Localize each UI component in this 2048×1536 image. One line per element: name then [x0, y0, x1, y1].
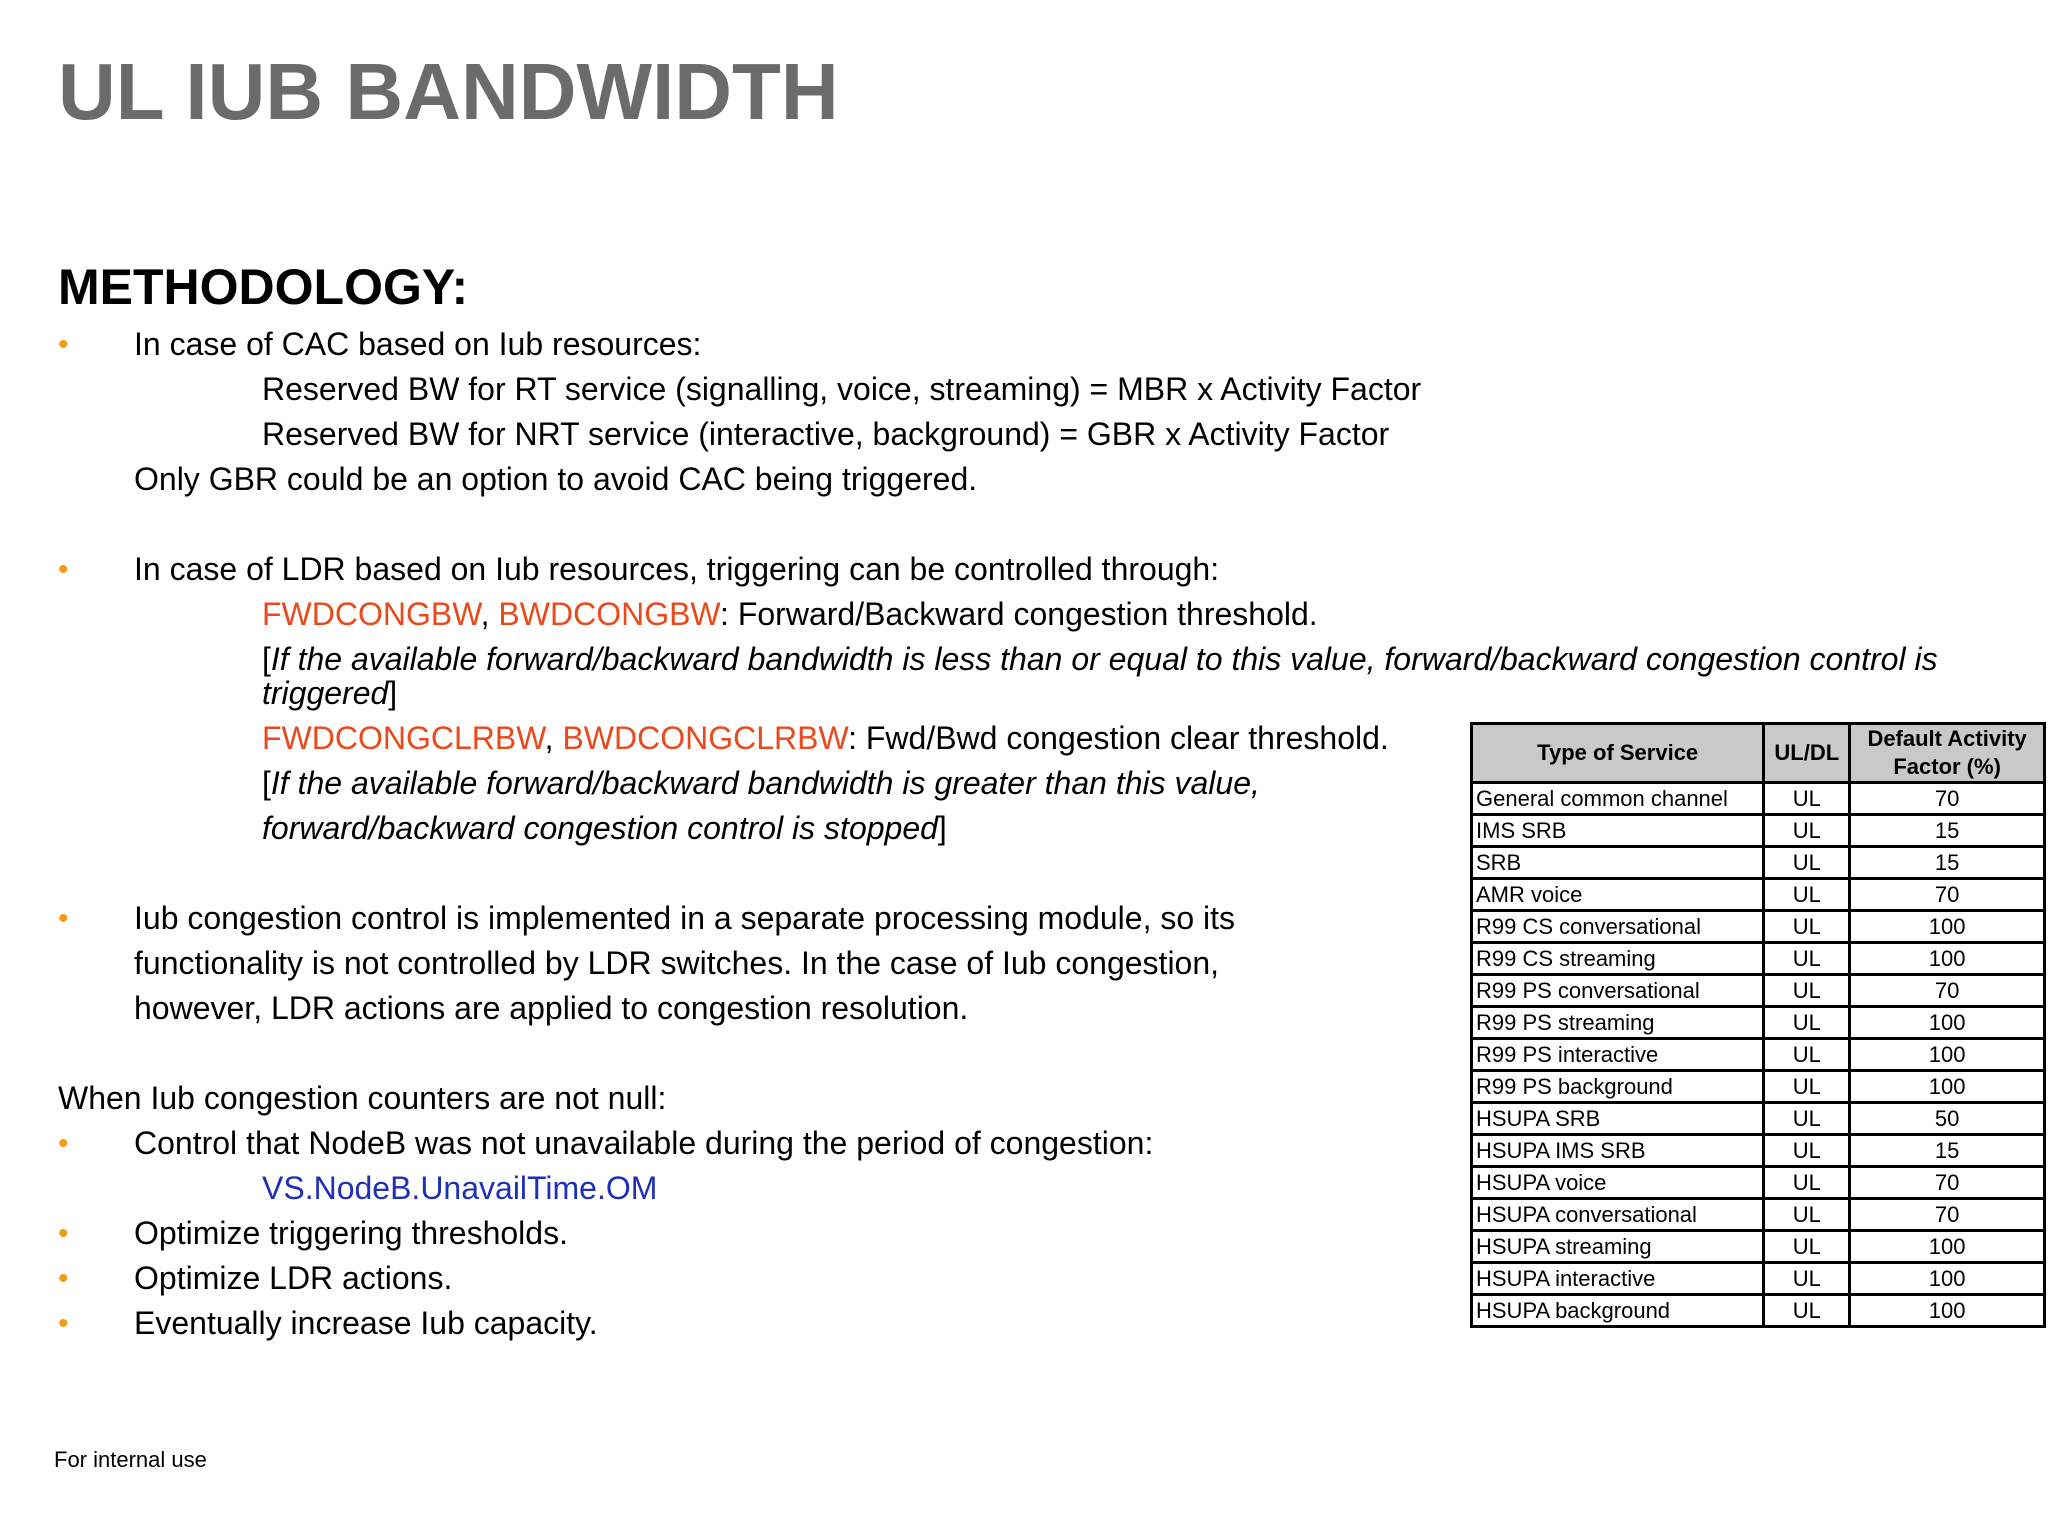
direction-cell: UL — [1764, 1071, 1850, 1103]
param-fwdcongclrbw: FWDCONGCLRBW — [262, 720, 545, 756]
service-type-cell: SRB — [1472, 847, 1764, 879]
iub-control-text-3: however, LDR actions are applied to congestion resolution. — [134, 990, 969, 1026]
direction-cell: UL — [1764, 911, 1850, 943]
table-row — [1472, 975, 2045, 1007]
activity-factor-cell: 100 — [1850, 1071, 2045, 1103]
activity-factor-cell: 70 — [1850, 1167, 2045, 1199]
cac-intro: In case of CAC based on Iub resources: — [134, 326, 702, 362]
congestion-threshold-note: [If the available forward/backward bandwidth is less than or equal to this value, forward/backward congestion control is triggered] — [262, 641, 1938, 711]
activity-factor-table — [1470, 722, 2046, 1328]
table-row — [1472, 1295, 2045, 1327]
service-type-cell: HSUPA conversational — [1472, 1199, 1764, 1231]
table-body — [1472, 783, 2045, 1327]
bullet-icon: • — [58, 328, 69, 361]
bullet-item — [58, 547, 1958, 592]
bullet-icon: • — [58, 553, 69, 586]
direction-cell: UL — [1764, 1039, 1850, 1071]
bullet-icon: • — [58, 1262, 69, 1295]
footer-classification: For internal use — [54, 1447, 207, 1472]
table-row — [1472, 911, 2045, 943]
activity-factor-cell: 100 — [1850, 1231, 2045, 1263]
direction-cell: UL — [1764, 1135, 1850, 1167]
direction-cell: UL — [1764, 1231, 1850, 1263]
table-row — [1472, 1007, 2045, 1039]
activity-factor-cell: 100 — [1850, 1007, 2045, 1039]
nodeb-check: Control that NodeB was not unavailable during the period of congestion: — [134, 1125, 1154, 1161]
activity-factor-cell: 100 — [1850, 1263, 2045, 1295]
param-bwdcongbw: BWDCONGBW — [498, 596, 721, 632]
service-type-cell: R99 CS conversational — [1472, 911, 1764, 943]
table-row — [1472, 943, 2045, 975]
increase-capacity: Eventually increase Iub capacity. — [134, 1305, 598, 1341]
iub-control-text-2: functionality is not controlled by LDR switches. In the case of Iub congestion, — [134, 945, 1220, 981]
counters-intro: When Iub congestion counters are not null: — [58, 1080, 667, 1116]
activity-factor-cell: 15 — [1850, 815, 2045, 847]
param-description: : Fwd/Bwd congestion clear threshold. — [848, 720, 1389, 756]
service-type-cell: R99 PS conversational — [1472, 975, 1764, 1007]
congestion-threshold-line: FWDCONGBW, BWDCONGBW: Forward/Backward congestion threshold. — [262, 596, 1318, 632]
activity-factor-cell: 70 — [1850, 879, 2045, 911]
direction-cell: UL — [1764, 975, 1850, 1007]
direction-cell: UL — [1764, 847, 1850, 879]
table-row — [1472, 847, 2045, 879]
activity-factor-cell: 50 — [1850, 1103, 2045, 1135]
service-type-cell: HSUPA streaming — [1472, 1231, 1764, 1263]
table-row — [1472, 1039, 2045, 1071]
rt-reserved-bw: Reserved BW for RT service (signalling, voice, streaming) = MBR x Activity Factor — [262, 371, 1422, 407]
service-type-cell: R99 PS interactive — [1472, 1039, 1764, 1071]
table-header-row — [1472, 724, 2045, 783]
activity-factor-cell: 100 — [1850, 943, 2045, 975]
direction-cell: UL — [1764, 1199, 1850, 1231]
congestion-clear-note-2: forward/backward congestion control is stopped] — [262, 810, 947, 846]
activity-factor-cell: 70 — [1850, 975, 2045, 1007]
service-type-cell: HSUPA background — [1472, 1295, 1764, 1327]
activity-factor-cell: 70 — [1850, 783, 2045, 815]
service-type-cell: HSUPA voice — [1472, 1167, 1764, 1199]
direction-cell: UL — [1764, 943, 1850, 975]
direction-cell: UL — [1764, 1167, 1850, 1199]
column-header: UL/DL — [1764, 724, 1850, 783]
bullet-icon: • — [58, 1217, 69, 1250]
table-row — [1472, 879, 2045, 911]
service-type-cell: HSUPA IMS SRB — [1472, 1135, 1764, 1167]
optimize-ldr: Optimize LDR actions. — [134, 1260, 453, 1296]
gbr-note: Only GBR could be an option to avoid CAC being triggered. — [134, 461, 978, 497]
table-row — [1472, 783, 2045, 815]
activity-factor-cell: 100 — [1850, 911, 2045, 943]
service-type-cell: R99 CS streaming — [1472, 943, 1764, 975]
bullet-icon: • — [58, 1127, 69, 1160]
param-fwdcongbw: FWDCONGBW — [262, 596, 481, 632]
bullet-icon: • — [58, 1307, 69, 1340]
direction-cell: UL — [1764, 1263, 1850, 1295]
service-type-cell: AMR voice — [1472, 879, 1764, 911]
table-row — [1472, 1135, 2045, 1167]
nrt-reserved-bw: Reserved BW for NRT service (interactive, background) = GBR x Activity Factor — [262, 416, 1390, 452]
activity-factor-cell: 100 — [1850, 1039, 2045, 1071]
bullet-icon: • — [58, 902, 69, 935]
table-row — [1472, 1103, 2045, 1135]
table-row — [1472, 1199, 2045, 1231]
activity-factor-cell: 15 — [1850, 847, 2045, 879]
activity-factor-cell: 100 — [1850, 1295, 2045, 1327]
service-type-cell: R99 PS streaming — [1472, 1007, 1764, 1039]
column-header: Type of Service — [1472, 724, 1764, 783]
table-row — [1472, 1071, 2045, 1103]
counter-name: VS.NodeB.UnavailTime.OM — [262, 1170, 658, 1206]
direction-cell: UL — [1764, 1295, 1850, 1327]
ldr-intro: In case of LDR based on Iub resources, triggering can be controlled through: — [134, 551, 1220, 587]
direction-cell: UL — [1764, 879, 1850, 911]
table-row — [1472, 1263, 2045, 1295]
direction-cell: UL — [1764, 815, 1850, 847]
table-row — [1472, 1231, 2045, 1263]
activity-factor-cell: 15 — [1850, 1135, 2045, 1167]
service-type-cell: HSUPA SRB — [1472, 1103, 1764, 1135]
param-bwdcongclrbw: BWDCONGCLRBW — [562, 720, 849, 756]
optimize-thresholds: Optimize triggering thresholds. — [134, 1215, 568, 1251]
congestion-clear-line: FWDCONGCLRBW, BWDCONGCLRBW: Fwd/Bwd congestion clear threshold. — [262, 720, 1389, 756]
section-heading: METHODOLOGY: — [58, 259, 469, 315]
direction-cell: UL — [1764, 783, 1850, 815]
slide-title: UL IUB BANDWIDTH — [58, 47, 839, 136]
direction-cell: UL — [1764, 1103, 1850, 1135]
activity-factor-cell: 70 — [1850, 1199, 2045, 1231]
table-row — [1472, 815, 2045, 847]
param-description: : Forward/Backward congestion threshold. — [720, 596, 1318, 632]
direction-cell: UL — [1764, 1007, 1850, 1039]
service-type-cell: IMS SRB — [1472, 815, 1764, 847]
iub-control-text-1: Iub congestion control is implemented in a separate processing module, so its — [134, 900, 1236, 936]
service-type-cell: HSUPA interactive — [1472, 1263, 1764, 1295]
column-header: Default Activity Factor (%) — [1850, 724, 2045, 783]
table-row — [1472, 1167, 2045, 1199]
service-type-cell: R99 PS background — [1472, 1071, 1764, 1103]
congestion-clear-note-1: [If the available forward/backward bandwidth is greater than this value, — [262, 765, 1260, 801]
bullet-item — [58, 322, 1958, 367]
service-type-cell: General common channel — [1472, 783, 1764, 815]
